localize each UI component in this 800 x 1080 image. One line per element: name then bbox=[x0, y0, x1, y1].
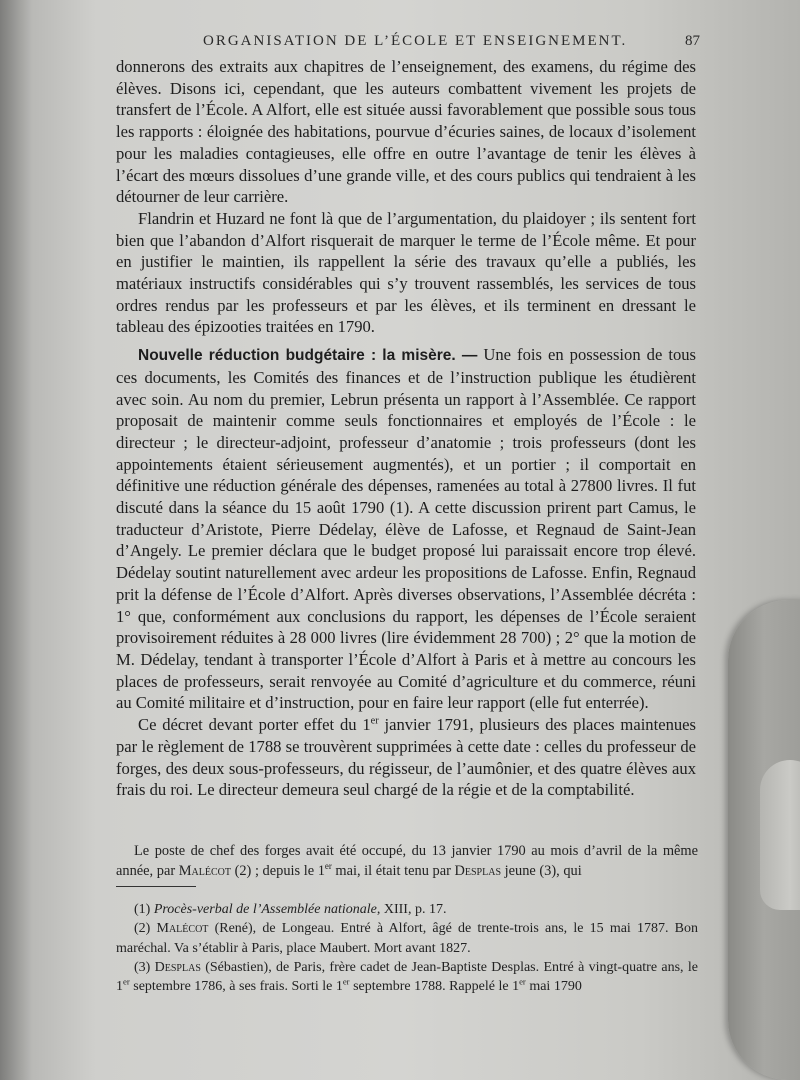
footnote-3-sup-2: er bbox=[342, 976, 350, 987]
footnote-2-name: Malécot bbox=[156, 921, 209, 937]
paragraph-3-text: Une fois en possession de tous ces documents, les Comités des finances et de l’instruction publique les étudièrent avec soin. Au nom du premier, Lebrun présenta un rapport à l’Assemblée. Ce rapport proposait de maintenir comme seuls fonctionnaires et employés de l’École : le directeur ; le directeur-adjoint, professeur d’anatomie ; trois professeurs (dont les appointements étaient sérieusement augmentés), et un portier ; il comportait en définitive une réduction générale des dépenses, ramenées au total à 27800 livres. Il fut discuté dans la séance du 15 août 1790 (1). A cette discussion prirent part Camus, le traducteur d’Aristote, Pierre Dédelay, élève de Lafosse, et Regnaud de Saint-Jean d’Angely. Le premier déclara que le budget proposé lui paraissait encore trop élevé. Dédelay soutint naturellement avec ardeur les propositions de Lafosse. Enfin, Regnaud prit la défense de l’École d’Alfort. Après diverses observations, l’Assemblée décréta : 1° que, conformément aux conclusions du rapport, les dépenses de l’École seraient provisoirement réduites à 28 000 livres (lire évidemment 28 700) ; 2° que la motion de M. Dédelay, tendant à transporter l’École d’Alfort à Paris et à mettre au concours les places de professeurs, serait renvoyée au Comité d’agriculture et du commerce, réuni au Comité militaire et d’instruction, pour en faire leur rapport (elle fut enterrée). bbox=[116, 345, 696, 713]
thumb-nail bbox=[760, 760, 800, 910]
note-text-d: jeune (3), qui bbox=[501, 862, 582, 879]
footnote-3-sup-1: er bbox=[123, 976, 130, 987]
note-text-c: mai, il était tenu par bbox=[331, 862, 455, 879]
footnote-rule bbox=[116, 886, 196, 887]
running-title: ORGANISATION DE L’ÉCOLE ET ENSEIGNEMENT. bbox=[203, 33, 628, 49]
footnote-1-text: , XIII, p. 17. bbox=[376, 902, 447, 917]
superscript: er bbox=[370, 715, 379, 727]
paragraph-4-text-a: Ce décret devant porter effet du 1 bbox=[138, 715, 371, 735]
footnote-3 bbox=[116, 958, 698, 997]
footnote-3-text-b: septembre 1786, à ses frais. Sorti le 1 bbox=[129, 979, 343, 995]
footnote-2 bbox=[116, 919, 698, 958]
footnote-2-number: (2) bbox=[134, 921, 157, 937]
paragraph-2: Flandrin et Huzard ne font là que de l’argumentation, du plaidoyer ; ils sentent fort bien que l’abandon d’Alfort risquerait de marquer le terme de l’École même. Et pour en justifier le maintien, ils rappellent la série des travaux qu’elle a publiés, les matériaux instructifs considérables qui s’y trouvent rassemblés, les services de tous ordres rendus par les professeurs et par les élèves, et ils terminent en dressant le tableau des épizooties traitées en 1790. bbox=[116, 208, 696, 337]
footnote-3-number: (3) bbox=[134, 959, 155, 975]
footnote-3-text-d: mai 1790 bbox=[525, 979, 582, 995]
section-heading: Nouvelle réduction budgétaire : la misère. — bbox=[138, 347, 478, 365]
footnote-3-sup-3: er bbox=[519, 976, 526, 987]
paragraph-1: donnerons des extraits aux chapitres de l’enseignement, des examens, du régime des élèves. Disons ici, cependant, que les auteurs combattent vivement les projets de transfert de l’École. A Alfort, elle est située aussi favorablement que possible sous tous les rapports : éloignée des habitations, pourvue d’écuries saines, de locaux d’isolement pour les maladies contagieuses, elle offre en outre l’avantage de tenir les élèves à l’écart des mœurs dissolues d’une grande ville, et des cours publics qui tendraient à les détourner de leur carrière. bbox=[116, 57, 696, 207]
note-name-desplas: Desplas bbox=[454, 862, 502, 879]
paragraph-4-text-b: janvier 1791, plusieurs des places maintenues par le règlement de 1788 se trouvèrent supprimées à cette date : celles du professeur de forges, des deux sous-professeurs, du régisseur, de l’aumônier, et des quatre élèves aux frais du roi. Le directeur demeura seul chargé de la régie et de la comptabilité. bbox=[116, 715, 696, 800]
footnote-1 bbox=[116, 900, 698, 919]
footnote-2-text: (René), de Longeau. Entré à Alfort, âgé de trente-trois ans, le 15 mai 1787. Bon maréchal. Va s’établir à Paris, place Maubert. Mort avant 1827. bbox=[116, 921, 699, 956]
footnote-3-text-c: septembre 1788. Rappelé le 1 bbox=[349, 979, 520, 995]
page-number: 87 bbox=[685, 33, 700, 49]
page-header bbox=[100, 33, 700, 53]
footnotes bbox=[116, 900, 698, 996]
note-text-a: Le poste de chef des forges avait été occupé, du 13 janvier 1790 au mois d’avril de la même année, par bbox=[116, 843, 698, 879]
main-text bbox=[116, 56, 696, 801]
footnote-3-text-a: (Sébastien), de Paris, frère cadet de Jean-Baptiste Desplas. Entré à vingt-quatre ans, le 1 bbox=[116, 959, 698, 995]
note-paragraph bbox=[116, 842, 698, 881]
footnote-3-name: Desplas bbox=[154, 959, 201, 975]
paragraph-4 bbox=[116, 714, 696, 801]
note-text-b: (2) ; depuis le 1 bbox=[230, 862, 325, 879]
footnote-1-number: (1) bbox=[134, 902, 154, 917]
footnote-1-title: Procès-verbal de l’Assemblée nationale bbox=[153, 902, 377, 917]
note-superscript: er bbox=[324, 860, 332, 871]
small-print-note bbox=[116, 842, 698, 881]
paragraph-3 bbox=[116, 344, 696, 714]
note-name-malecot: Malécot bbox=[178, 862, 231, 879]
